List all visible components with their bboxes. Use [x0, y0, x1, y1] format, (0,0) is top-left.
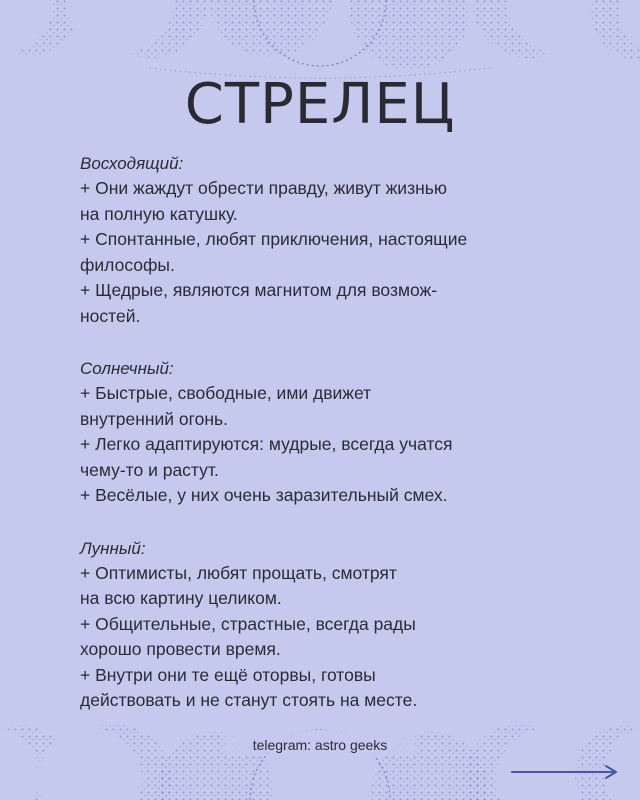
- text-line: философы.: [80, 254, 175, 275]
- footer-telegram[interactable]: telegram: astro geeks: [252, 737, 388, 753]
- text-line: + Общительные, страстные, всегда рады: [80, 613, 416, 634]
- text-line: + Весёлые, у них очень заразительный смех.: [80, 485, 448, 505]
- text-line: + Быстрые, свободные, ими движет: [80, 383, 372, 403]
- text-line: + Оптимисты, любят прощать, смотрят: [80, 562, 397, 583]
- arrow-right-icon[interactable]: [510, 762, 622, 782]
- text-line: + Легко адаптируются: мудрые, всегда учатся: [80, 434, 453, 454]
- text-line: на всю картину целиком.: [80, 588, 282, 608]
- text-line: чему-то и растут.: [80, 459, 219, 480]
- text-line: внутренний огонь.: [80, 408, 229, 429]
- section-sun: [80, 356, 580, 509]
- section-rising: [80, 151, 580, 329]
- content: [80, 151, 580, 741]
- section-heading: Солнечный:: [80, 359, 174, 378]
- text-line: + Внутри они те ещё оторвы, готовы: [80, 664, 376, 685]
- text-line: хорошо провести время.: [80, 639, 281, 659]
- text-line: на полную катушку.: [80, 203, 238, 224]
- text-line: ностей.: [80, 305, 141, 326]
- page-title: СТРЕЛЕЦ: [184, 72, 456, 137]
- section-heading: Лунный:: [80, 538, 146, 558]
- text-line: + Щедрые, являются магнитом для возмож-: [80, 280, 438, 300]
- section-moon: [80, 536, 580, 714]
- section-heading: Восходящий:: [80, 154, 184, 173]
- text-line: + Они жаждут обрести правду, живут жизнью: [80, 178, 448, 198]
- text-line: + Спонтанные, любят приключения, настоящие: [80, 229, 468, 249]
- text-line: действовать и не станут стоять на месте.: [80, 690, 418, 710]
